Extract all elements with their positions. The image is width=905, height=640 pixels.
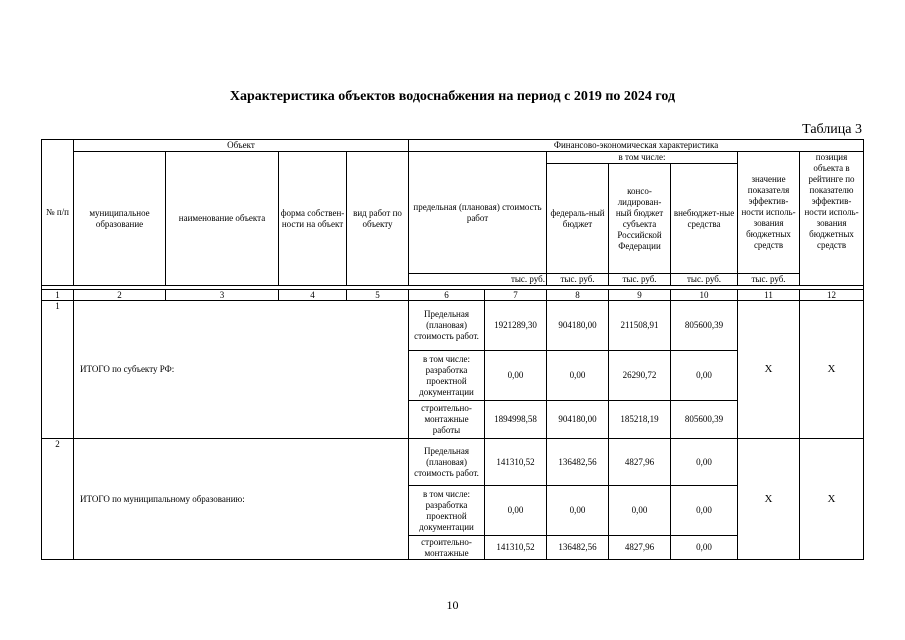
group-1-row-3-consolidated: 185218,19 bbox=[609, 401, 671, 439]
group-1-number: 1 bbox=[42, 301, 74, 439]
document-title: Характеристика объектов водоснабжения на период с 2019 по 2024 год bbox=[229, 89, 676, 104]
header-work-type: вид работ по объекту bbox=[347, 152, 409, 286]
unit-cost: тыс. руб. bbox=[409, 274, 547, 286]
group-2-row-2-offbudget: 0,00 bbox=[671, 486, 738, 536]
col-num-11: 11 bbox=[738, 290, 800, 301]
group-1-row-3-type: строительно-монтажные работы bbox=[409, 401, 485, 439]
group-2-row-3-federal: 136482,56 bbox=[547, 536, 609, 560]
col-num-2: 2 bbox=[74, 290, 166, 301]
header-including: в том числе: bbox=[547, 152, 738, 164]
header-financial: Финансово-экономическая характеристика bbox=[409, 140, 864, 152]
header-municipal: муниципальное образование bbox=[74, 152, 166, 286]
header-object-name: наименование объекта bbox=[166, 152, 279, 286]
group-2-row-1-cost: 141310,52 bbox=[485, 439, 547, 486]
group-1-row-1-consolidated: 211508,91 bbox=[609, 301, 671, 351]
col-num-3: 3 bbox=[166, 290, 279, 301]
col-num-5: 5 bbox=[347, 290, 409, 301]
page-number: 10 bbox=[446, 598, 459, 612]
unit-efficiency: тыс. руб. bbox=[738, 274, 800, 286]
group-1-label: ИТОГО по субъекту РФ: bbox=[74, 301, 409, 439]
group-2-number: 2 bbox=[42, 439, 74, 560]
group-1-row-2-consolidated: 26290,72 bbox=[609, 351, 671, 401]
col-num-7: 7 bbox=[485, 290, 547, 301]
group-1-row-3-federal: 904180,00 bbox=[547, 401, 609, 439]
col-num-9: 9 bbox=[609, 290, 671, 301]
group-2-row-3-cost: 141310,52 bbox=[485, 536, 547, 560]
header-ownership: форма собствен-ности на объект bbox=[279, 152, 347, 286]
unit-consolidated: тыс. руб. bbox=[609, 274, 671, 286]
group-1-row-2-offbudget: 0,00 bbox=[671, 351, 738, 401]
group-2-row-1-type: Предельная (плановая) стоимость работ. bbox=[409, 439, 485, 486]
group-2-row-3-type: строительно-монтажные bbox=[409, 536, 485, 560]
group-1-rating: X bbox=[800, 301, 864, 439]
group-2-row-2-type: в том числе: разработка проектной документации bbox=[409, 486, 485, 536]
group-2-row-2-cost: 0,00 bbox=[485, 486, 547, 536]
group-2-row-2-federal: 0,00 bbox=[547, 486, 609, 536]
col-num-12: 12 bbox=[800, 290, 864, 301]
group-1-row-1-cost: 1921289,30 bbox=[485, 301, 547, 351]
group-1-row-1-type: Предельная (плановая) стоимость работ. bbox=[409, 301, 485, 351]
group-1-row-2-type: в том числе: разработка проектной документации bbox=[409, 351, 485, 401]
group-1-row-3-offbudget: 805600,39 bbox=[671, 401, 738, 439]
group-1-row-2-cost: 0,00 bbox=[485, 351, 547, 401]
unit-federal: тыс. руб. bbox=[547, 274, 609, 286]
group-2-row-3-consolidated: 4827,96 bbox=[609, 536, 671, 560]
col-num-4: 4 bbox=[279, 290, 347, 301]
header-offbudget: внебюджет-ные средства bbox=[671, 164, 738, 274]
group-2-label: ИТОГО по муниципальному образованию: bbox=[74, 439, 409, 560]
col-num-8: 8 bbox=[547, 290, 609, 301]
group-2-row-1-federal: 136482,56 bbox=[547, 439, 609, 486]
col-num-1: 1 bbox=[42, 290, 74, 301]
group-1-row-1-federal: 904180,00 bbox=[547, 301, 609, 351]
group-2-row-1-offbudget: 0,00 bbox=[671, 439, 738, 486]
group-2-row-3-offbudget: 0,00 bbox=[671, 536, 738, 560]
unit-offbudget: тыс. руб. bbox=[671, 274, 738, 286]
group-2-row-1-consolidated: 4827,96 bbox=[609, 439, 671, 486]
header-federal: федераль-ный бюджет bbox=[547, 164, 609, 274]
header-max-cost: предельная (плановая) стоимость работ bbox=[409, 152, 547, 274]
group-2-rating: X bbox=[800, 439, 864, 560]
water-supply-table bbox=[41, 139, 864, 560]
group-1-row-2-federal: 0,00 bbox=[547, 351, 609, 401]
col-num-10: 10 bbox=[671, 290, 738, 301]
group-1-efficiency: X bbox=[738, 301, 800, 439]
group-1-row-1-offbudget: 805600,39 bbox=[671, 301, 738, 351]
table-label: Таблица 3 bbox=[802, 122, 862, 137]
group-1-row-3-cost: 1894998,58 bbox=[485, 401, 547, 439]
header-efficiency: значение показателя эффектив-ности исполь-зования бюджетных средств bbox=[738, 152, 800, 274]
header-rating: позиция объекта в рейтинге по показателю эффектив-ности исполь-зования бюджетных средств bbox=[800, 152, 864, 286]
header-num: № п/п bbox=[42, 140, 74, 286]
group-2-row-2-consolidated: 0,00 bbox=[609, 486, 671, 536]
header-object: Объект bbox=[74, 140, 409, 152]
col-num-6: 6 bbox=[409, 290, 485, 301]
header-consolidated: консо-лидирован-ный бюджет субъекта Российской Федерации bbox=[609, 164, 671, 274]
group-2-efficiency: X bbox=[738, 439, 800, 560]
